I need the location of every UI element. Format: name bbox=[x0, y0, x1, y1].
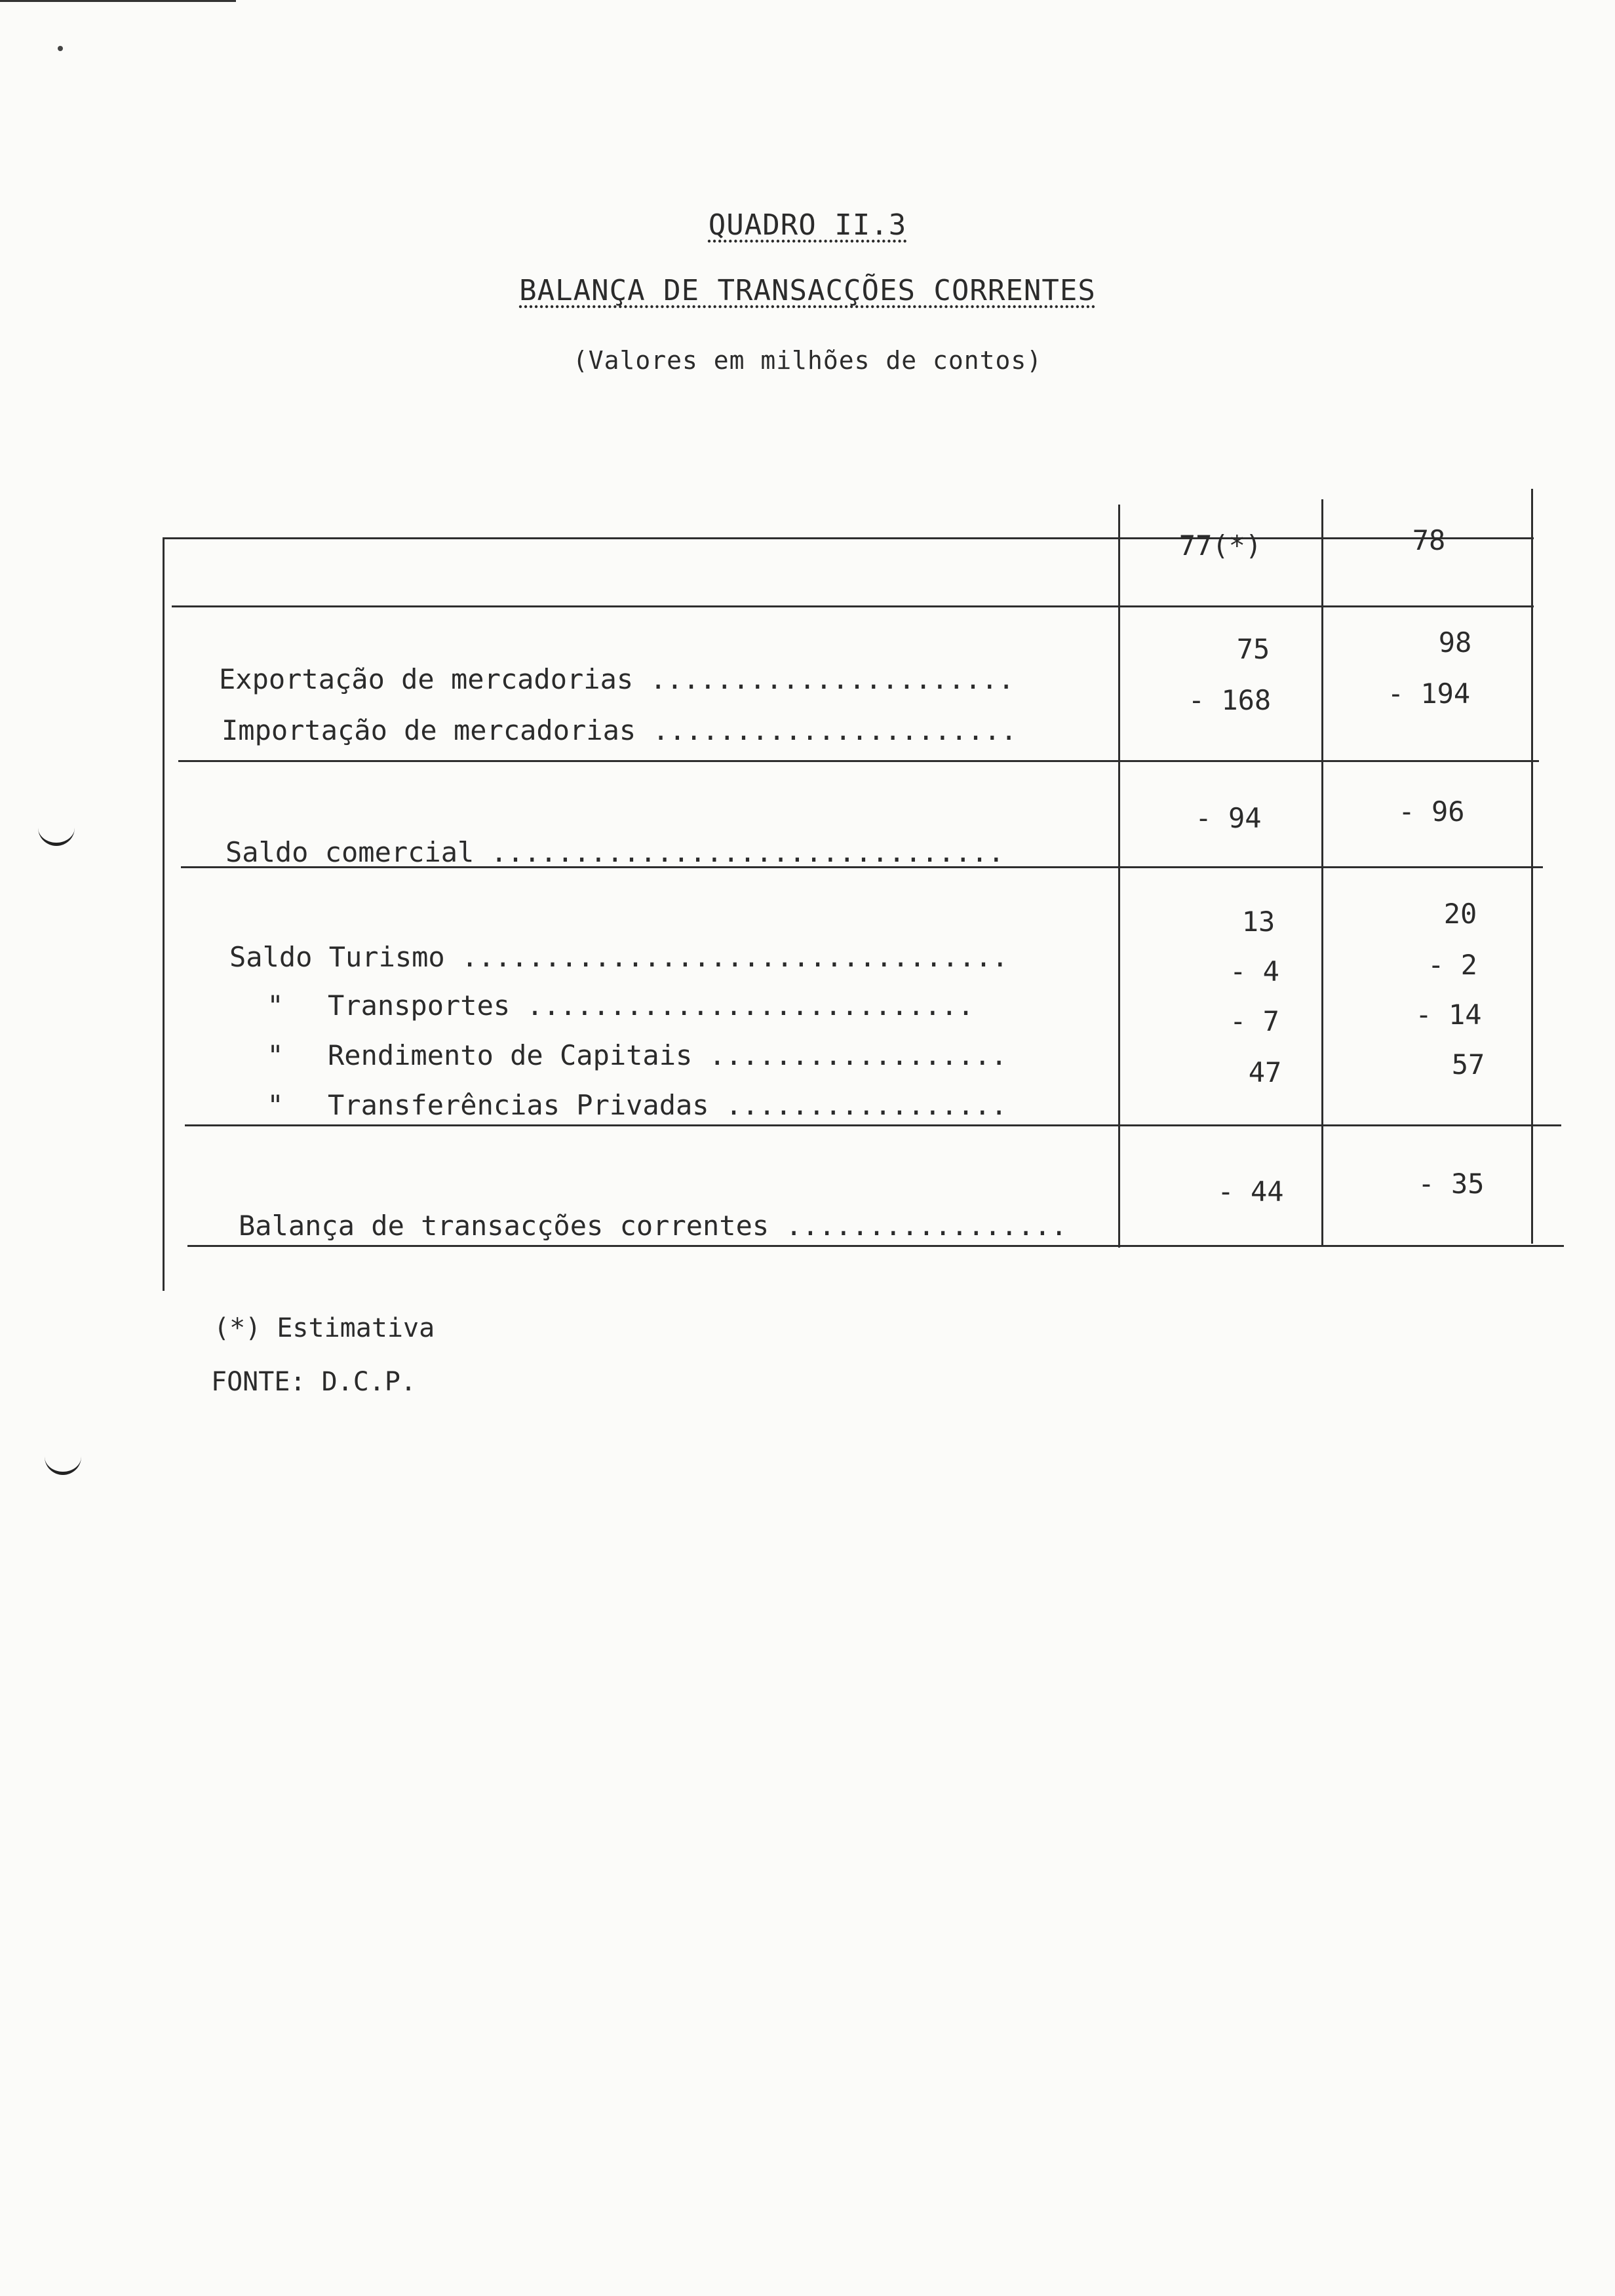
row-label-transferencias-privadas: " Transferências Privadas ................. bbox=[267, 1089, 1007, 1121]
table-top-border bbox=[163, 537, 1534, 539]
cell-78: - 194 bbox=[1387, 678, 1471, 710]
row-label-saldo-turismo: Saldo Turismo ................................. bbox=[229, 941, 1009, 973]
footnote: (*) Estimativa bbox=[214, 1313, 435, 1343]
table-header-border bbox=[172, 605, 1534, 607]
cell-78: - 35 bbox=[1418, 1168, 1485, 1200]
cell-78: 57 bbox=[1451, 1048, 1485, 1081]
row-label-importacao: Importação de mercadorias ...................... bbox=[222, 714, 1017, 746]
cell-77: - 4 bbox=[1230, 955, 1279, 987]
table-divider bbox=[178, 760, 1539, 762]
scan-speck bbox=[58, 46, 63, 51]
top-edge-rule bbox=[0, 0, 236, 2]
cell-77: 47 bbox=[1248, 1056, 1282, 1088]
table-bottom-border bbox=[187, 1245, 1564, 1247]
cell-77: 75 bbox=[1236, 633, 1270, 665]
cell-78: - 96 bbox=[1398, 795, 1465, 828]
document-subtitle: (Valores em milhões de contos) bbox=[572, 346, 1043, 375]
cell-78: - 14 bbox=[1415, 999, 1482, 1031]
row-label-transportes: " Transportes ........................... bbox=[267, 989, 975, 1022]
row-label-balanca-transaccoes: Balança de transacções correntes ................. bbox=[239, 1210, 1068, 1242]
column-header-78: 78 bbox=[1412, 524, 1446, 556]
column-separator bbox=[1118, 505, 1120, 1248]
row-label-saldo-comercial: Saldo comercial ............................... bbox=[225, 836, 1005, 868]
binding-mark bbox=[38, 819, 75, 846]
row-label-rendimento-capitais: " Rendimento de Capitais .................. bbox=[267, 1039, 1007, 1071]
row-label-exportacao: Exportação de mercadorias ...................... bbox=[219, 663, 1015, 695]
column-separator bbox=[1321, 499, 1323, 1245]
column-header-77: 77(*) bbox=[1178, 529, 1262, 562]
cell-77: - 94 bbox=[1195, 802, 1262, 834]
cell-77: - 7 bbox=[1230, 1005, 1279, 1037]
binding-mark bbox=[45, 1448, 81, 1475]
cell-78: - 2 bbox=[1428, 949, 1477, 981]
cell-77: - 168 bbox=[1188, 684, 1272, 716]
table-left-border bbox=[163, 537, 165, 1291]
cell-77: 13 bbox=[1241, 906, 1275, 938]
table-divider bbox=[185, 1124, 1561, 1126]
cell-78: 98 bbox=[1438, 626, 1472, 659]
cell-77: - 44 bbox=[1217, 1176, 1284, 1208]
cell-78: 20 bbox=[1443, 898, 1477, 930]
table-right-border bbox=[1531, 489, 1533, 1244]
document-title: BALANÇA DE TRANSACÇÕES CORRENTES bbox=[519, 274, 1096, 307]
quadro-label: QUADRO II.3 bbox=[708, 208, 907, 242]
source-note: FONTE: D.C.P. bbox=[211, 1367, 417, 1397]
